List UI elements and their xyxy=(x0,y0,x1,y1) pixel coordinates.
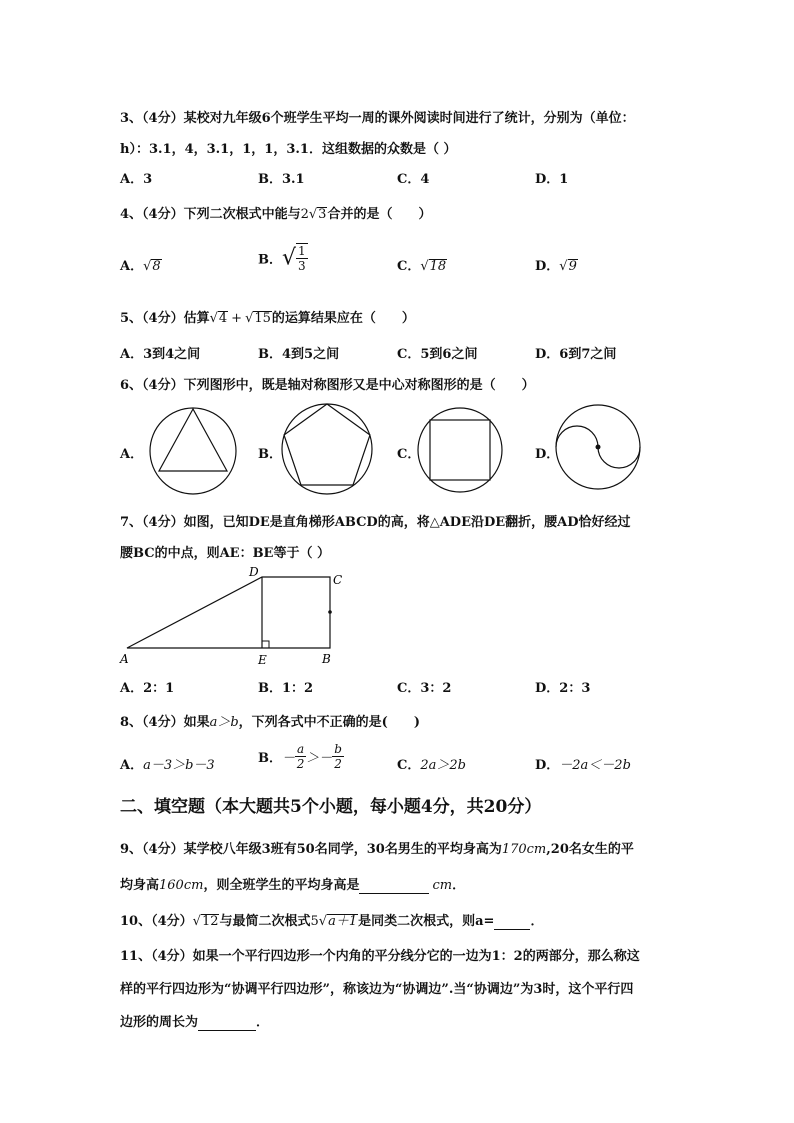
q4-option-d-radicand: 9 xyxy=(568,259,577,274)
q3-option-b[interactable]: B．3.1 xyxy=(258,172,305,187)
q4-option-b-label: B． xyxy=(258,252,282,268)
q8-suffix: ，下列各式中不正确的是( ) xyxy=(238,715,420,730)
q10-answer-blank[interactable] xyxy=(494,914,530,930)
q5-option-c[interactable]: C．5到6之间 xyxy=(397,347,478,362)
q11-answer-blank[interactable] xyxy=(198,1015,256,1031)
q4-option-b-numerator: 1 xyxy=(298,244,306,258)
q11-end: ． xyxy=(256,1015,270,1030)
q4-option-a[interactable]: A．√8 xyxy=(120,259,161,274)
q11-line1: 11、（4分）如果一个平行四边形一个内角的平分线分它的一边为1：2的两部分，那么称这 xyxy=(120,949,640,964)
q6-option-a[interactable]: A． xyxy=(120,447,144,462)
q7-option-a[interactable]: A．2：1 xyxy=(120,681,175,696)
q8-option-a-label: A． xyxy=(120,758,144,773)
q7-option-c[interactable]: C．3：2 xyxy=(397,681,452,696)
q4-option-d-label: D． xyxy=(535,259,560,274)
q5-prefix: 5、（4分）估算 xyxy=(120,311,210,326)
q10-coef: 5 xyxy=(310,914,319,929)
q10-end: ． xyxy=(530,914,544,929)
q4-suffix: 合并的是（ ） xyxy=(327,207,432,222)
point-b-label: B xyxy=(322,652,331,666)
q10-stem: 10、（4分）√12与最简二次根式5√a＋1是同类二次根式，则a= ． xyxy=(120,914,544,929)
point-a-label: A xyxy=(120,652,129,666)
q4-stem: 4、（4分）下列二次根式中能与2√3合并的是（ ） xyxy=(120,207,432,222)
q8-option-b-numerator-a: a xyxy=(297,742,305,756)
point-d-label: D xyxy=(249,565,259,579)
q5-plus: + xyxy=(231,311,243,326)
q5-stem: 5、（4分）估算√4 + √15的运算结果应在（ ） xyxy=(120,311,415,326)
q5-suffix: 的运算结果应在（ ） xyxy=(271,311,415,326)
q9-line2 xyxy=(120,874,465,894)
q9-line1-a: 9、（4分）某学校八年级3班有50名同学，30名男生的平均身高为 xyxy=(120,842,502,857)
q8-option-b-label: B． xyxy=(258,751,282,766)
q8-option-c[interactable] xyxy=(397,754,466,773)
q8-option-b-numerator-b: b xyxy=(334,742,342,756)
q9-line1-c: ,20名女生的平 xyxy=(546,842,634,857)
q9-line1 xyxy=(120,838,634,857)
q11-line3 xyxy=(120,1011,269,1031)
q3-line1: 3、（4分）某校对九年级6个班学生平均一周的课外阅读时间进行了统计，分别为（单位： xyxy=(120,111,635,126)
q5-option-a[interactable]: A．3到4之间 xyxy=(120,347,201,362)
q9-line2-b: 160cm xyxy=(159,878,204,893)
q4-radicand: 3 xyxy=(318,207,327,222)
q4-option-c[interactable]: C．√18 xyxy=(397,259,447,274)
q10-prefix: 10、（4分） xyxy=(120,914,193,929)
q8-option-b-gt: ＞－ xyxy=(306,751,333,766)
q8-prefix: 8、（4分）如果 xyxy=(120,715,210,730)
q5-radicand-2: 15 xyxy=(254,311,271,326)
q4-coef: 2 xyxy=(300,207,309,222)
q4-prefix: 4、（4分）下列二次根式中能与 xyxy=(120,207,301,222)
q5-option-b[interactable]: B．4到5之间 xyxy=(258,347,340,362)
q9-line2-d: cm xyxy=(432,878,453,893)
q8-option-b-denominator-2: 2 xyxy=(334,757,342,771)
q8-option-d[interactable] xyxy=(535,754,631,773)
q11-line2: 样的平行四边形为“协调平行四边形”，称该边为“协调边”.当“协调边”为3时，这个平行四 xyxy=(120,982,634,997)
q7-option-d[interactable]: D．2：3 xyxy=(535,681,591,696)
q4-option-a-radicand: 8 xyxy=(152,259,161,274)
q4-option-a-label: A． xyxy=(120,259,144,274)
q9-line2-c: ，则全班学生的平均身高是 xyxy=(203,878,360,893)
q8-option-c-expr: 2a＞2b xyxy=(420,758,466,773)
q10-middle: 与最简二次根式 xyxy=(219,914,311,929)
circle-pentagon-figure xyxy=(278,400,378,498)
q8-option-b[interactable] xyxy=(258,742,344,771)
q4-option-b-denominator: 3 xyxy=(298,259,306,273)
q8-stem xyxy=(120,711,420,730)
q5-option-d[interactable]: D．6到7之间 xyxy=(535,347,617,362)
q8-option-d-label: D． xyxy=(535,758,560,773)
q6-stem: 6、（4分）下列图形中，既是轴对称图形又是中心对称图形的是（ ） xyxy=(120,378,535,393)
q9-line1-b: 170cm xyxy=(501,842,547,857)
q10-radicand-2: a＋1 xyxy=(328,914,358,929)
q8-option-b-minus: － xyxy=(282,751,296,766)
circle-triangle-figure xyxy=(145,405,245,497)
circle-square-figure xyxy=(414,404,506,496)
q8-option-a[interactable] xyxy=(120,754,215,773)
q8-option-b-denominator-1: 2 xyxy=(296,757,305,771)
q9-line2-a: 均身高 xyxy=(120,878,160,893)
point-e-label: E xyxy=(258,653,267,667)
q8-option-a-expr: a－3＞b－3 xyxy=(143,758,215,773)
q4-option-d[interactable]: D．√9 xyxy=(535,259,577,274)
circle-s-curve-figure xyxy=(555,401,647,493)
q3-option-a[interactable]: A．3 xyxy=(120,172,153,187)
q8-option-c-label: C． xyxy=(397,758,421,773)
q7-option-b[interactable]: B．1：2 xyxy=(258,681,314,696)
q9-line2-e: ． xyxy=(452,878,466,893)
q10-suffix: 是同类二次根式，则a= xyxy=(358,914,495,929)
q11-line3-text: 边形的周长为 xyxy=(120,1015,199,1030)
q4-option-b[interactable]: B．√ $\frac{1}{3}$ xyxy=(258,244,306,273)
q6-option-b[interactable]: B． xyxy=(258,447,282,462)
q4-option-c-radicand: 18 xyxy=(429,259,447,274)
q3-option-c[interactable]: C．4 xyxy=(397,172,430,187)
section-2-title: 二、填空题（本大题共5个小题，每小题4分，共20分） xyxy=(120,797,542,817)
q10-radicand-1: 12 xyxy=(201,914,219,929)
q4-option-c-label: C． xyxy=(397,259,421,274)
q7-line2: 腰BC的中点，则AE：BE等于（ ） xyxy=(120,546,330,561)
q9-answer-blank[interactable] xyxy=(359,878,429,894)
q3-option-d[interactable]: D．1 xyxy=(535,172,569,187)
q8-option-d-expr: －2a＜－2b xyxy=(559,758,631,773)
q8-condition: a＞b xyxy=(209,715,239,730)
q6-option-d[interactable]: D． xyxy=(535,447,560,462)
point-c-label: C xyxy=(333,573,343,587)
q5-radicand-1: 4 xyxy=(218,311,228,326)
q7-line1: 7、（4分）如图，已知DE是直角梯形ABCD的高，将△ADE沿DE翻折，腰AD恰好经过 xyxy=(120,515,631,530)
q6-option-c[interactable]: C． xyxy=(397,447,421,462)
trapezoid-figure xyxy=(110,565,355,670)
q3-line2: h）：3.1，4，3.1，1，1，3.1．这组数据的众数是（ ） xyxy=(120,142,457,157)
